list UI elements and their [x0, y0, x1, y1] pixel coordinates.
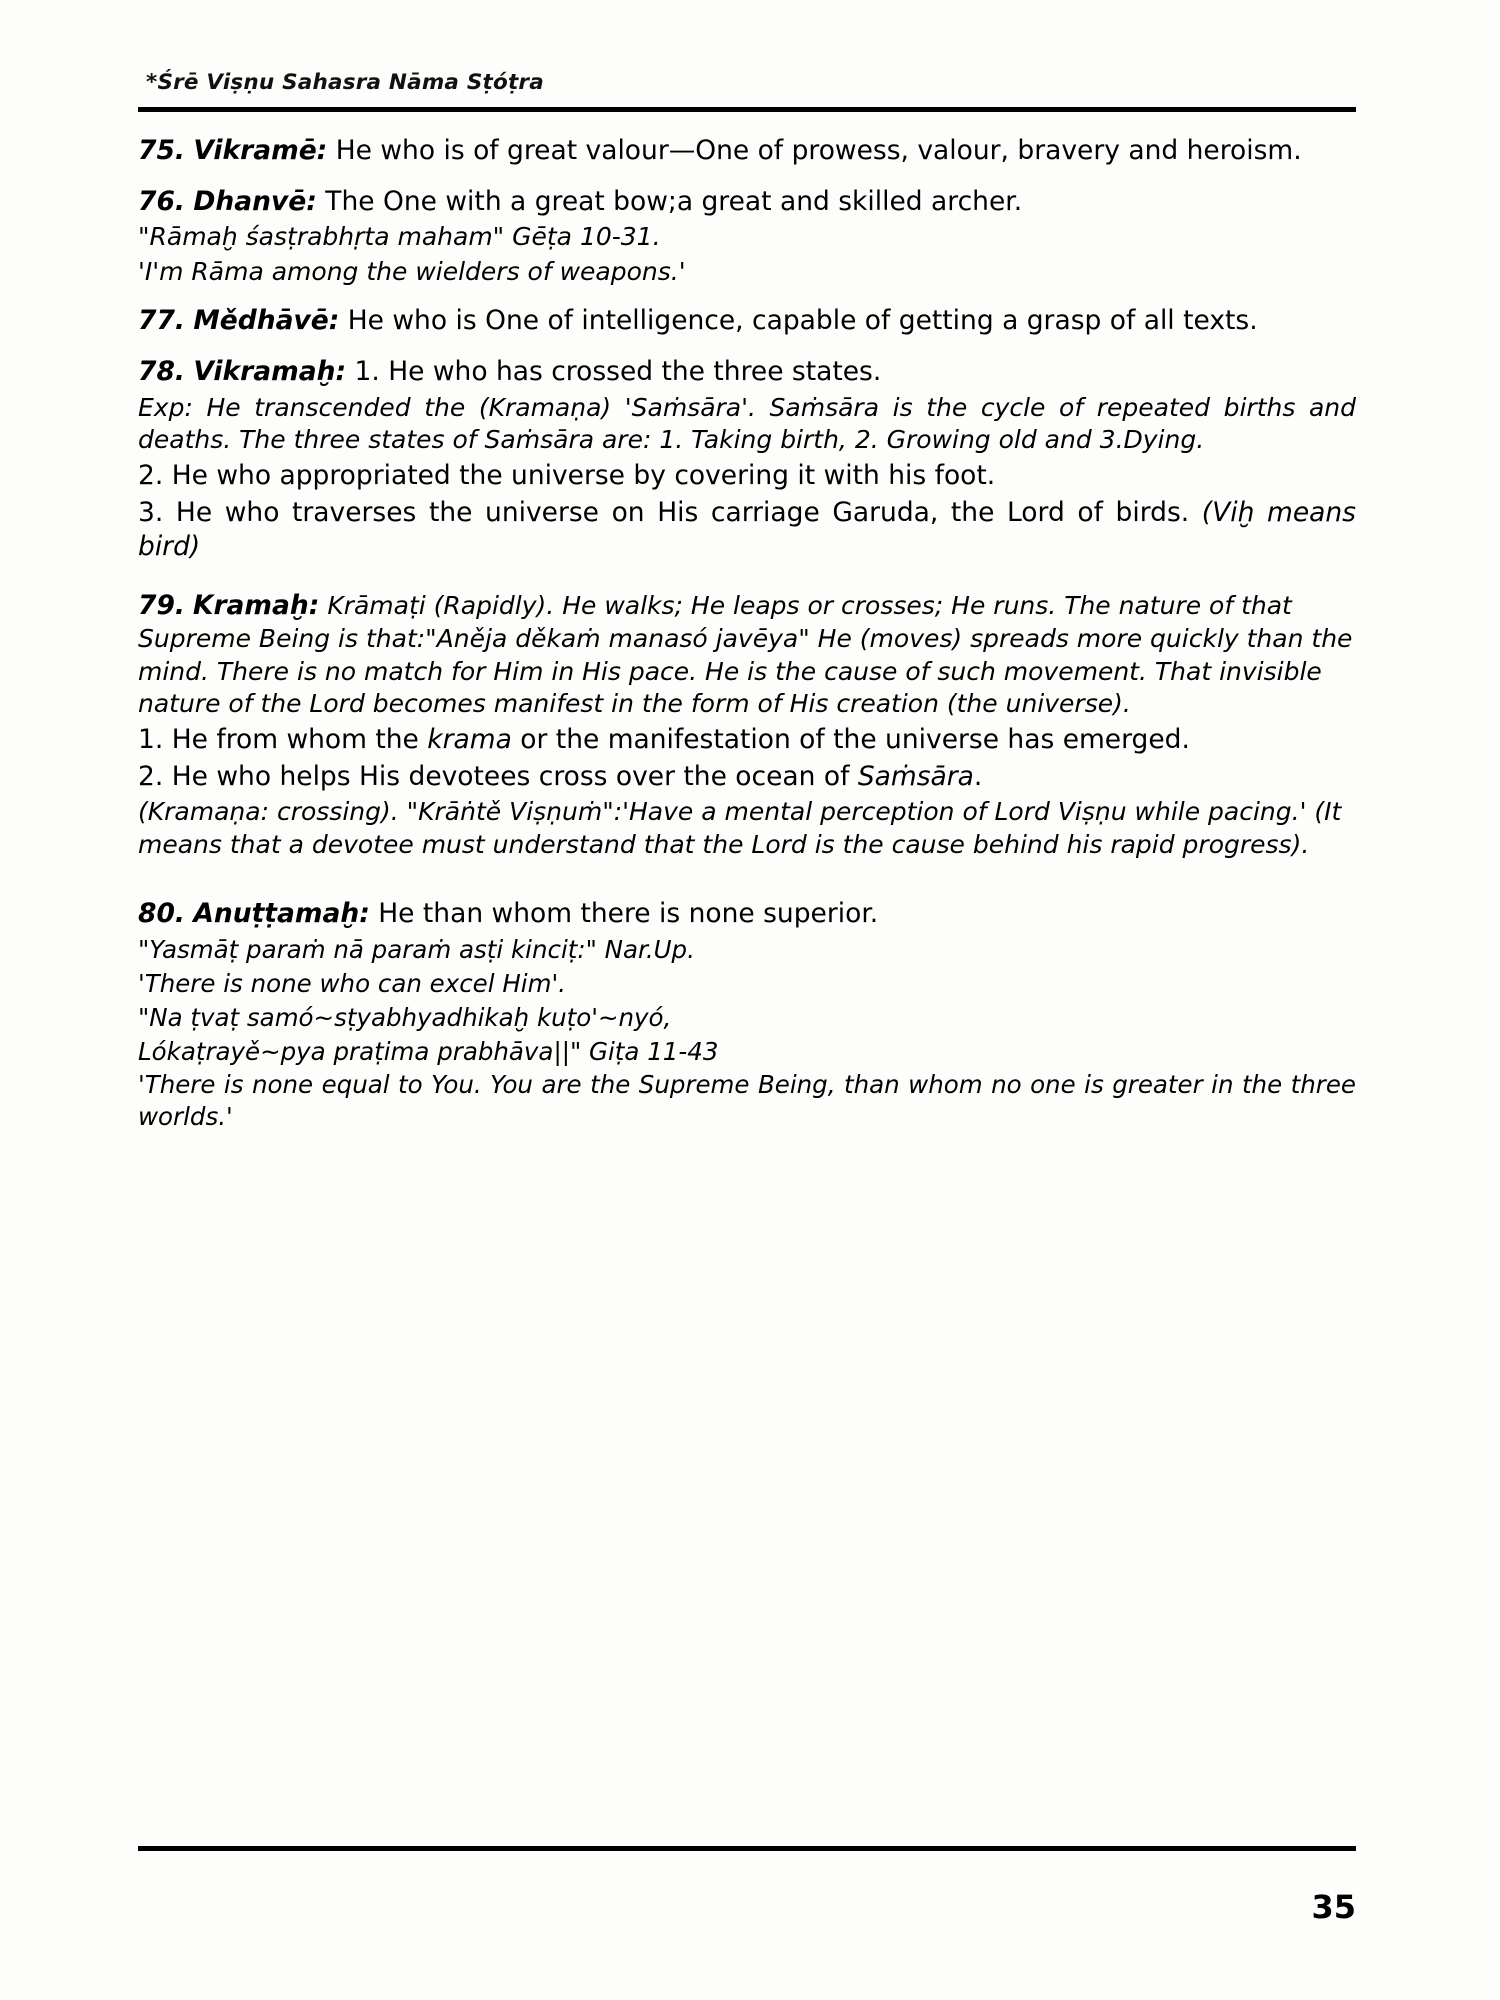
page-number: 35	[1311, 1888, 1356, 1926]
entry-79	[138, 589, 1356, 861]
entry-76-line-2: "Rāmaḫ śasṭrabhṛta maham" Gēṭa 10-31.	[138, 222, 661, 252]
spacer-2	[138, 877, 1356, 897]
entry-80-line-6: 'There is none equal to You. You are the Supreme Being, than whom no one is greater in the three worlds.'	[138, 1070, 1356, 1132]
entry-80-line-3: 'There is none who can excel Him'.	[138, 968, 566, 998]
entry-80-line-5: Lókaṭrayě~pya praṭima prabhāva||" Giṭa 11-43	[138, 1036, 719, 1066]
entry-79-line-2-a: 1. He from whom the	[138, 723, 428, 755]
entry-79-line-2-b: or the manifestation of the universe has emerged.	[511, 723, 1190, 755]
entry-79-line-4: (Kramaṇa: crossing). "Krāṅtě Viṣṇuṁ":'Have a mental perception of Lord Viṣṇu while pacing.' (It means that a devotee must understand that the Lord is the cause behind his rapid progress).	[138, 797, 1342, 859]
entry-78-body	[138, 355, 1356, 390]
entry-77-body	[138, 304, 1356, 339]
spacer	[138, 581, 1356, 589]
entry-76-number: 76.	[138, 185, 185, 217]
entry-78-number: 78.	[138, 356, 185, 388]
entry-80-number: 80.	[138, 898, 185, 930]
entry-75-name: Vikramē:	[193, 135, 328, 166]
entry-79-line-2-emph: krama	[427, 723, 512, 755]
entry-79-line-1: Krāmaṭi (Rapidly). He walks; He leaps or crosses; He runs. The nature of that Supreme Being is that:"Aněja děkaṁ manasó javēya" He (moves) spreads more quickly than the mind. There is no match for Him in His pace. He is the cause of such movement. That invisible nature of the Lord becomes manifest in the form of His creation (the universe).	[138, 590, 1353, 719]
entry-80	[138, 897, 1356, 1133]
entry-78-line-4-main: 3. He who traverses the universe on His carriage Garuda, the Lord of birds.	[138, 496, 1202, 528]
entry-78-line-2: Exp: He transcended the (Kramaṇa) 'Saṁsāra'. Saṁsāra is the cycle of repeated births and deaths. The three states of Saṁsāra are: 1. Taking birth, 2. Growing old and 3.Dying.	[138, 392, 1356, 455]
entry-78	[138, 355, 1356, 565]
entry-79-line-3-b: .	[973, 760, 983, 792]
entry-77-line-1: He who is One of intelligence, capable of getting a grasp of all texts.	[347, 305, 1258, 337]
entry-77-number: 77.	[138, 305, 185, 337]
entry-79-line-3	[138, 760, 1356, 795]
entry-79-line-3-emph: Saṁsāra	[857, 760, 974, 792]
entry-76-name: Dhanvē:	[193, 185, 317, 217]
entry-79-line-2	[138, 723, 1356, 758]
entry-78-line-1: 1. He who has crossed the three states.	[354, 356, 882, 388]
entry-79-name: Kramaḫ:	[192, 589, 320, 621]
footer-divider	[138, 1846, 1356, 1851]
header-divider	[138, 107, 1356, 112]
entry-80-name: Anuṭṭamaḫ:	[193, 898, 370, 930]
entry-76	[138, 185, 1356, 289]
entry-76-line-1: The One with a great bow;a great and skilled archer.	[325, 185, 1023, 217]
running-header: *Śrē Viṣṇu Sahasra Nāma Sṭóṭra	[146, 70, 544, 95]
entry-75	[138, 134, 1356, 169]
entry-80-line-4: "Na ṭvaṭ samó~sṭyabhyadhikaḫ kuṭo'~nyó,	[138, 1002, 672, 1032]
entry-76-line-3: 'I'm Rāma among the wielders of weapons.'	[138, 256, 686, 286]
entry-75-body	[138, 134, 1356, 169]
page-content	[138, 70, 1356, 1149]
entry-77	[138, 304, 1356, 339]
entry-77-name: Mědhāvē:	[193, 305, 340, 337]
entry-80-body	[138, 897, 1356, 932]
entry-78-name: Vikramaḫ:	[193, 356, 347, 388]
entry-78-line-3: 2. He who appropriated the universe by covering it with his foot.	[138, 459, 996, 491]
entry-79-number: 79.	[138, 589, 185, 621]
entry-78-line-4-tail: (Viḫ means bird)	[138, 496, 1356, 563]
entry-79-line-3-a: 2. He who helps His devotees cross over the ocean of	[138, 760, 858, 792]
entry-79-body	[138, 589, 1356, 721]
entry-78-line-4	[138, 496, 1356, 565]
entry-75-line-1: He who is of great valour—One of prowess, valour, bravery and heroism.	[335, 135, 1302, 166]
entry-80-line-2: "Yasmāṭ paraṁ nā paraṁ asṭi kinciṭ:" Nar.Up.	[138, 934, 695, 964]
entry-76-body	[138, 185, 1356, 220]
entry-80-line-1: He than whom there is none superior.	[378, 898, 879, 930]
entry-75-number: 75.	[138, 135, 185, 166]
